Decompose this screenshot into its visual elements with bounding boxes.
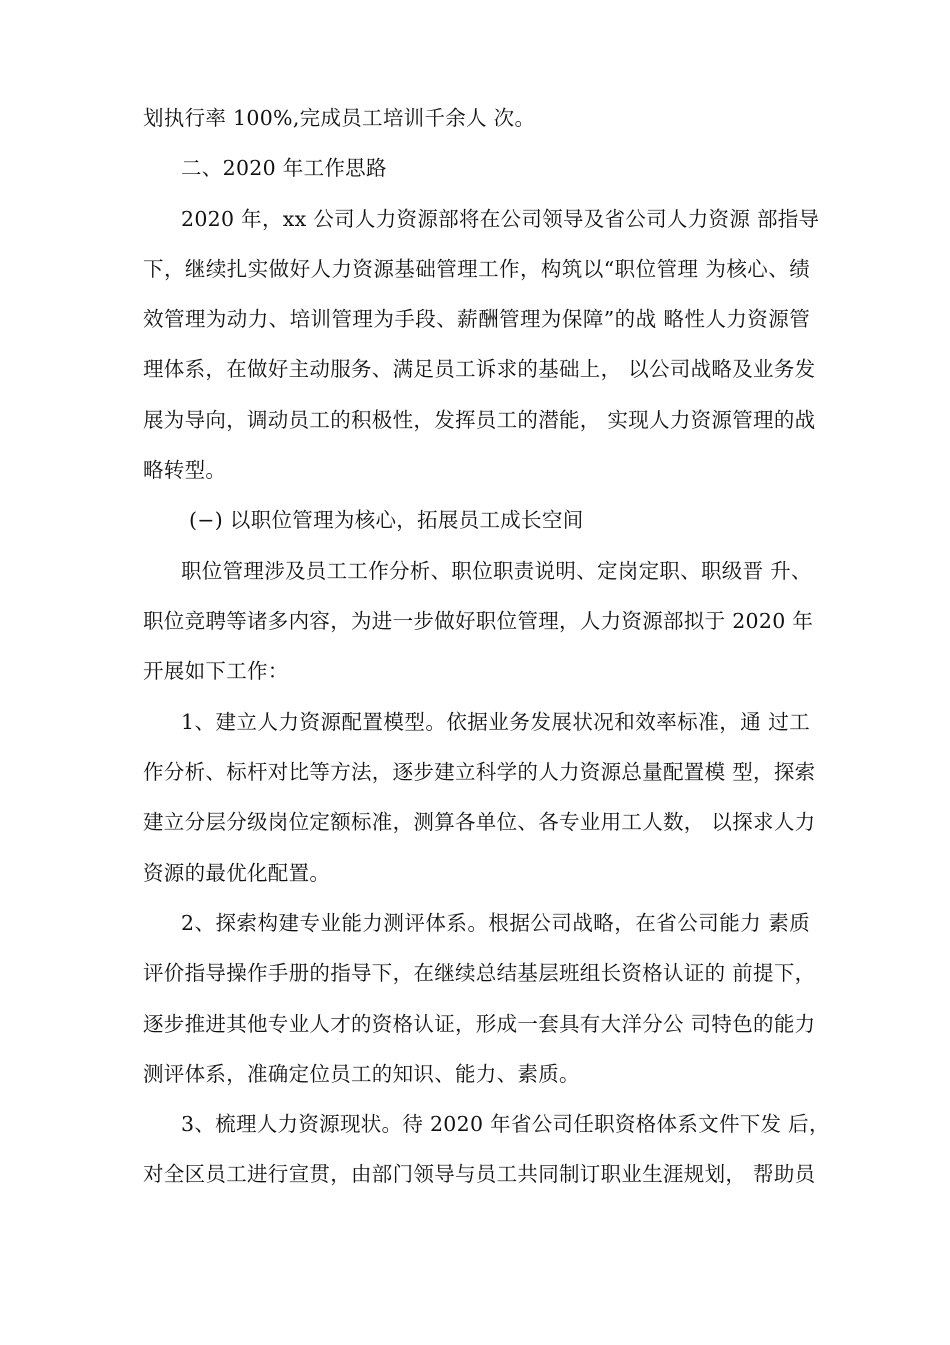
- paragraph-line: 职位管理涉及员工工作分析、职位职责说明、定岗定职、职级晋 升、: [181, 559, 812, 583]
- paragraph-line: 3、梳理人力资源现状。待 2020 年省公司任职资格体系文件下发 后，: [181, 1112, 830, 1136]
- paragraph-line: 逐步推进其他专业人才的资格认证，形成一套具有大洋分公 司特色的能力: [143, 1012, 816, 1036]
- paragraph-line: 作分析、标杆对比等方法，逐步建立科学的人力资源总量配置模 型，探索: [143, 760, 816, 784]
- paragraph-line: 职位竞聘等诸多内容，为进一步做好职位管理，人力资源部拟于 2020 年: [143, 609, 814, 633]
- paragraph-line: 1、建立人力资源配置模型。依据业务发展状况和效率标准，通 过工: [181, 710, 810, 734]
- paragraph-line: 评价指导操作手册的指导下，在继续总结基层班组长资格认证的 前提下，: [143, 961, 816, 985]
- paragraph-line: 2020 年，xx 公司人力资源部将在公司领导及省公司人力资源 部指导: [181, 207, 820, 231]
- paragraph-line: 效管理为动力、培训管理为手段、薪酬管理为保障”的战 略性人力资源管: [143, 307, 810, 331]
- paragraph-line: 展为导向，调动员工的积极性，发挥员工的潜能， 实现人力资源管理的战: [143, 408, 816, 432]
- paragraph-line: 建立分层分级岗位定额标准，测算各单位、各专业用工人数， 以探求人力: [143, 810, 816, 834]
- paragraph-line: 对全区员工进行宣贯，由部门领导与员工共同制订职业生涯规划， 帮助员: [143, 1162, 816, 1186]
- paragraph-line: 略转型。: [143, 458, 227, 482]
- paragraph-line: 测评体系，准确定位员工的知识、能力、素质。: [143, 1062, 580, 1086]
- paragraph-line: 划执行率 100%,完成员工培训千余人 次。: [143, 106, 536, 130]
- section-heading: 二、2020 年工作思路: [181, 156, 387, 180]
- paragraph-line: 开展如下工作：: [143, 659, 289, 683]
- paragraph-line: 资源的最优化配置。: [143, 861, 331, 885]
- paragraph-line: 2、探索构建专业能力测评体系。根据公司战略，在省公司能力 素质: [181, 911, 810, 935]
- paragraph-line: 下，继续扎实做好人力资源基础管理工作，构筑以“职位管理 为核心、绩: [143, 257, 810, 281]
- subsection-heading: (−) 以职位管理为核心，拓展员工成长空间: [189, 508, 584, 532]
- paragraph-line: 理体系，在做好主动服务、满足员工诉求的基础上， 以公司战略及业务发: [143, 357, 816, 381]
